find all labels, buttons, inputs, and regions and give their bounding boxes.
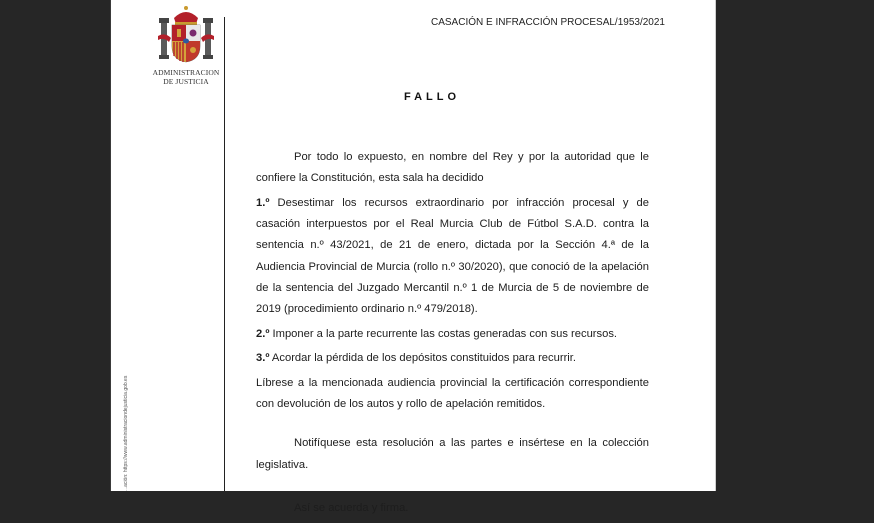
ruling-item-2 bbox=[256, 324, 649, 345]
case-reference: CASACIÓN E INFRACCIÓN PROCESAL/1953/2021 bbox=[431, 17, 665, 28]
ruling-text: Imponer a la parte recurrente las costas generadas con sus recursos. bbox=[269, 327, 618, 340]
ruling-item-1 bbox=[256, 193, 649, 320]
spanish-coat-of-arms-icon bbox=[155, 4, 217, 66]
ruling-item-3 bbox=[256, 348, 649, 369]
certification-paragraph: Líbrese a la mencionada audiencia provincial la certificación correspondiente con devolución de los autos y rollo de apelación remitidos. bbox=[256, 377, 649, 411]
document-page bbox=[110, 0, 716, 514]
notification-paragraph: Notifíquese esta resolución a las partes e insértese en la colección legislativa. bbox=[256, 437, 649, 471]
ruling-number: 2.º bbox=[256, 327, 270, 340]
ruling-body bbox=[256, 147, 649, 523]
logo-caption-line1: ADMINISTRACION bbox=[152, 68, 220, 77]
ruling-text: Desestimar los recursos extraordinario por infracción procesal y de casación interpuestos por el Real Murcia Club de Fútbol S.A.D. contra la sentencia n.º 43/2021, de 21 de enero, dictada por la Sección 4.ª de la Audiencia Provincial de Murcia (rollo n.º 30/2020), que conoció de la apelación de la sentencia del Juzgado Mercantil n.º 1 de Murcia de 5 de noviembre de 2019 (procedimiento ordinario n.º 479/2018). bbox=[256, 196, 649, 315]
intro-paragraph: Por todo lo expuesto, en nombre del Rey y por la autoridad que le confiere la Constitución, esta sala ha decidido bbox=[256, 151, 649, 185]
ruling-number: 3.º bbox=[256, 352, 270, 365]
logo-caption-line2: DE JUSTICIA bbox=[163, 77, 209, 86]
ruling-text: Acordar la pérdida de los depósitos constituidos para recurrir. bbox=[269, 352, 577, 365]
ruling-number: 1.º bbox=[256, 196, 270, 209]
verification-url[interactable]: ...ación: https://www.administraciondejusticia.gob.es bbox=[123, 375, 129, 491]
margin-verification-note bbox=[121, 362, 131, 491]
document-title: FALLO bbox=[403, 91, 461, 103]
logo-caption bbox=[141, 68, 231, 86]
closing-paragraph: Así se acuerda y firma. bbox=[294, 501, 409, 514]
header-divider bbox=[224, 17, 225, 491]
